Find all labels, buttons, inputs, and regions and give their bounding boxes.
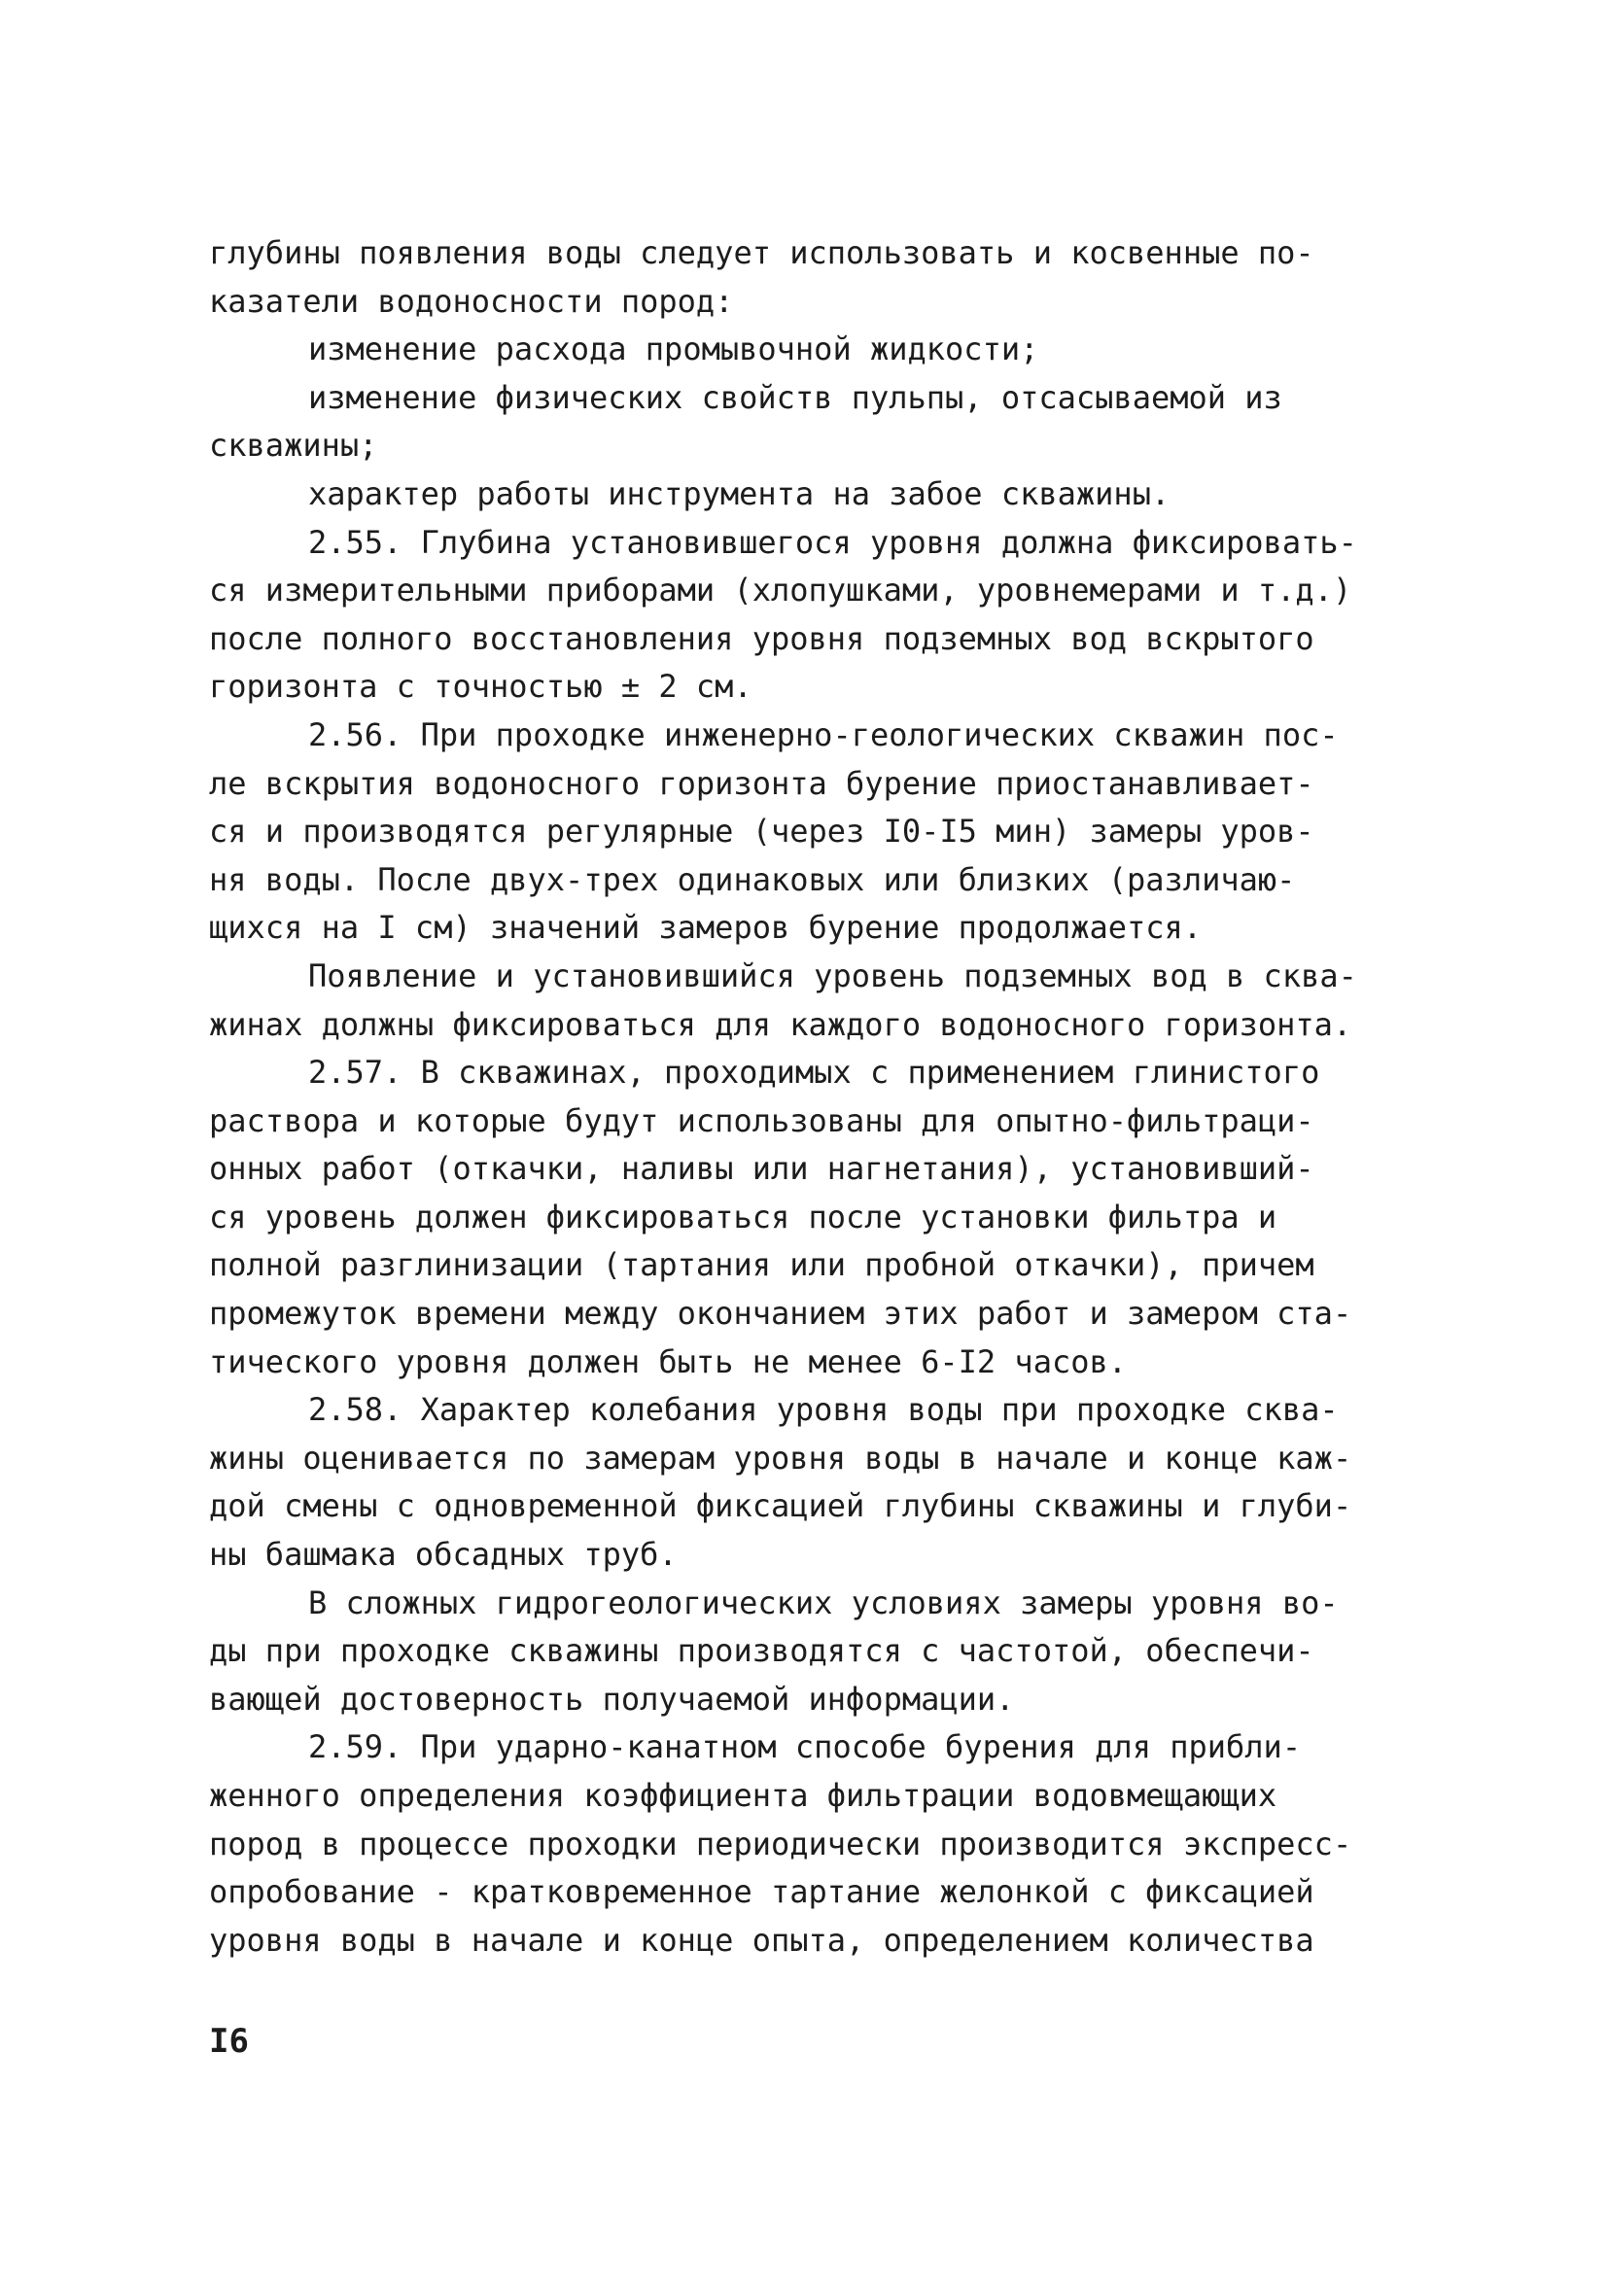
text-line: раствора и которые будут использованы для опытно-фильтраци- — [209, 1101, 1314, 1139]
paragraph-start: Появление и установившийся уровень подземных вод в сква- — [308, 957, 1357, 994]
page-number: I6 — [209, 2022, 249, 2061]
text-line: тического уровня должен быть не менее 6-I2 часов. — [209, 1342, 1128, 1380]
text-line: женного определения коэффициента фильтрации водовмещающих — [209, 1777, 1277, 1814]
text-line: жинах должны фиксироваться для каждого водоносного горизонта. — [209, 1005, 1352, 1043]
paragraph-2-55-start: 2.55. Глубина установившегося уровня должна фиксировать- — [308, 523, 1357, 561]
list-item: изменение физических свойств пульпы, отсасываемой из — [308, 378, 1282, 416]
text-line: горизонта с точностью ± 2 см. — [209, 668, 752, 706]
text-line: ся измерительными приборами (хлопушками, уровнемерами и т.д.) — [209, 572, 1352, 609]
text-line: ся и производятся регулярные (через I0-I5 мин) замеры уров- — [209, 813, 1314, 851]
list-item: изменение расхода промывочной жидкости; — [308, 330, 1039, 368]
text-line: глубины появления воды следует использовать и косвенные по- — [209, 234, 1314, 271]
text-line: опробование - кратковременное тартание желонкой с фиксацией — [209, 1873, 1314, 1911]
text-line: ны башмака обсадных труб. — [209, 1536, 678, 1574]
text-line: щихся на I см) значений замеров бурение продолжается. — [209, 909, 1203, 947]
body-text — [209, 229, 1415, 1965]
paragraph-start: В сложных гидрогеологических условиях замеры уровня во- — [308, 1583, 1339, 1621]
text-line: полной разглинизации (тартания или пробной откачки), причем — [209, 1246, 1314, 1284]
paragraph-2-59-start: 2.59. При ударно-канатном способе бурения для прибли- — [308, 1728, 1302, 1766]
text-line: после полного восстановления уровня подземных вод вскрытого — [209, 619, 1314, 657]
text-line: скважины; — [209, 427, 378, 465]
paragraph-2-57-start: 2.57. В скважинах, проходимых с применением глинистого — [308, 1054, 1320, 1092]
text-line: уровня воды в начале и конце опыта, определением количества — [209, 1921, 1314, 1959]
list-item: характер работы инструмента на забое скважины. — [308, 474, 1171, 512]
text-line: ня воды. После двух-трех одинаковых или близких (различаю- — [209, 860, 1296, 898]
text-line: казатели водоносности пород: — [209, 282, 734, 320]
text-line: ды при проходке скважины производятся с частотой, обеспечи- — [209, 1632, 1314, 1670]
text-line: онных работ (откачки, наливы или нагнетания), установивший- — [209, 1150, 1314, 1188]
text-line: пород в процессе проходки периодически производится экспресс- — [209, 1825, 1352, 1862]
text-line: промежуток времени между окончанием этих работ и замером ста- — [209, 1295, 1352, 1333]
paragraph-2-56-start: 2.56. При проходке инженерно-геологических скважин пос- — [308, 715, 1339, 753]
text-line: ся уровень должен фиксироваться после установки фильтра и — [209, 1198, 1277, 1235]
text-line: дой смены с одновременной фиксацией глубины скважины и глуби- — [209, 1487, 1352, 1525]
paragraph-2-58-start: 2.58. Характер колебания уровня воды при проходке сква- — [308, 1391, 1339, 1429]
text-line: вающей достоверность получаемой информации. — [209, 1680, 1015, 1718]
text-line: жины оценивается по замерам уровня воды в начале и конце каж- — [209, 1439, 1352, 1477]
text-line: ле вскрытия водоносного горизонта бурение приостанавливает- — [209, 764, 1314, 802]
